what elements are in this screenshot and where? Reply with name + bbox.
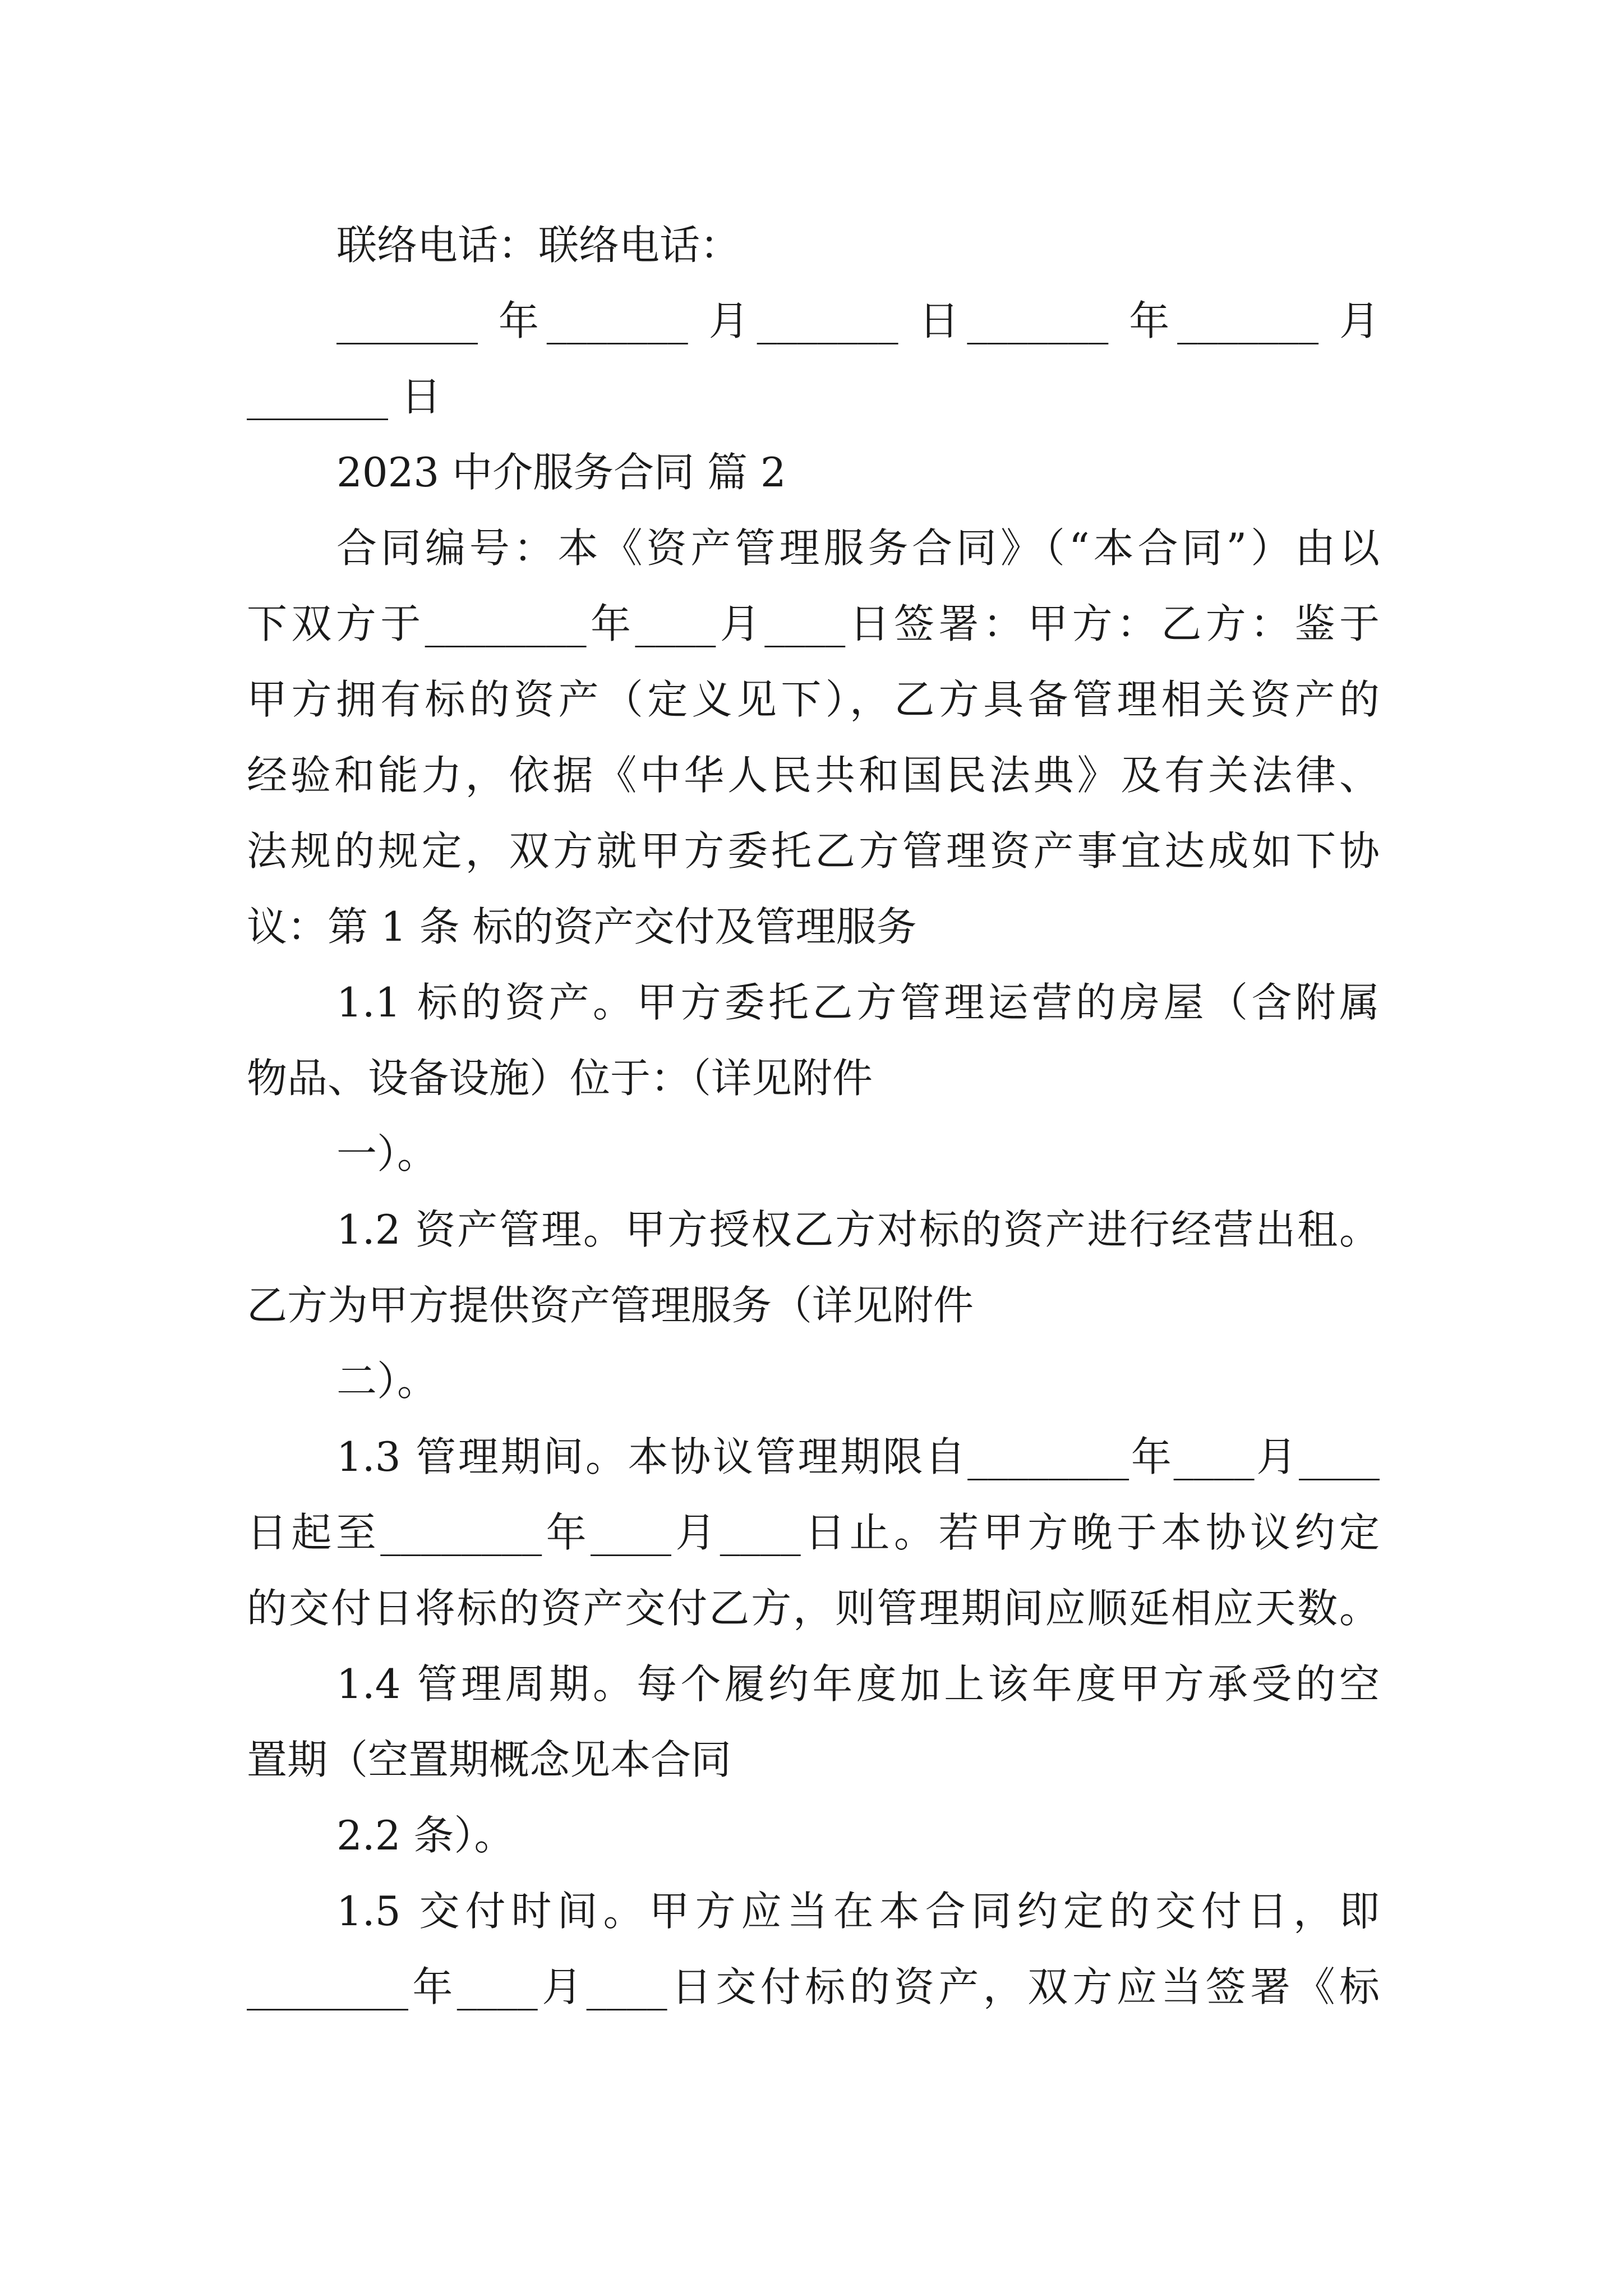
clause-1-3-line: 的交付日将标的资产交付乙方，则管理期间应顺延相应天数。 — [247, 1585, 1380, 1632]
clause-1-4-line: 置期（空置期概念见本合同 — [247, 1736, 732, 1783]
clause-1-5-line: ________年____月____日交付标的资产，双方应当签署《标 — [247, 1963, 1380, 2010]
paragraph-line: 合同编号：本《资产管理服务合同》（“本合同”）由以 — [336, 524, 1380, 572]
paragraph-line: 经验和能力，依据《中华人民共和国民法典》及有关法律、 — [247, 752, 1380, 799]
clause-1-4-line: 1.4 管理周期。每个履约年度加上该年度甲方承受的空 — [336, 1660, 1380, 1708]
clause-1-1-line: 一）。 — [336, 1130, 438, 1177]
paragraph-line: 甲方拥有标的资产（定义见下），乙方具备管理相关资产的 — [247, 676, 1380, 723]
clause-1-3-line: 日起至________年____月____日止。若甲方晚于本协议约定 — [247, 1509, 1380, 1556]
clause-1-2-line: 乙方为甲方提供资产管理服务（详见附件 — [247, 1282, 974, 1329]
contact-phone-line: 联络电话：联络电话： — [336, 222, 741, 269]
clause-1-1-line: 1.1 标的资产。甲方委托乙方管理运营的房屋（含附属 — [336, 979, 1380, 1026]
clause-1-4-line: 2.2 条）。 — [336, 1812, 515, 1859]
signature-date-line: _______ 年_______ 月_______ 日_______ 年_______ 月 — [336, 297, 1380, 344]
section-heading: 2023 中介服务合同 篇 2 — [336, 449, 786, 496]
clause-1-3-line: 1.3 管理期间。本协议管理期限自________年____月____ — [336, 1433, 1380, 1480]
clause-1-2-line: 1.2 资产管理。甲方授权乙方对标的资产进行经营出租。 — [336, 1206, 1380, 1253]
signature-date-line-cont: _______ 日 — [247, 373, 441, 420]
clause-1-1-line: 物品、设备设施）位于：（详见附件 — [247, 1055, 873, 1102]
article-1-heading: 议：第 1 条 标的资产交付及管理服务 — [247, 903, 917, 950]
clause-1-2-line: 二）。 — [336, 1358, 438, 1405]
paragraph-line: 下双方于________年____月____日签署：甲方：乙方：鉴于 — [247, 600, 1380, 647]
clause-1-5-line: 1.5 交付时间。甲方应当在本合同约定的交付日，即 — [336, 1888, 1380, 1935]
paragraph-line: 法规的规定，双方就甲方委托乙方管理资产事宜达成如下协 — [247, 827, 1380, 875]
